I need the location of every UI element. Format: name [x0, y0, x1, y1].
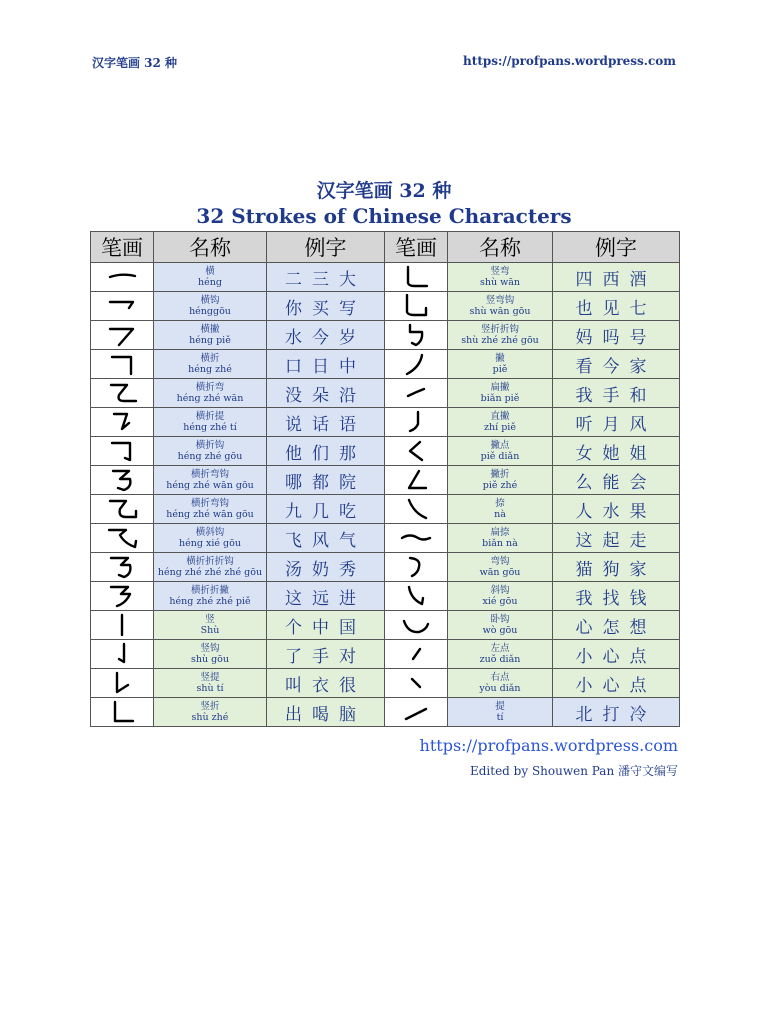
stroke-name-cell: [154, 640, 267, 669]
stroke-name-pinyin: héng piě: [189, 335, 231, 346]
ti-stroke-icon: [396, 700, 436, 724]
heng-zhe-stroke-icon: [102, 352, 142, 376]
stroke-name-chinese: 竖钩: [200, 643, 220, 654]
stroke-name-chinese: 横折折折钩: [186, 556, 234, 567]
stroke-name-chinese: 横折弯钩: [190, 498, 229, 509]
page-title-chinese: 汉字笔画 32 种: [316, 180, 452, 202]
heng-zhe-zhe-pie-stroke-icon: [102, 584, 142, 608]
stroke-shape-cell: [91, 611, 154, 640]
stroke-shape-cell: [91, 321, 154, 350]
example-characters-cell: 这远进: [267, 582, 385, 611]
stroke-name-chinese: 横折钩: [195, 440, 225, 451]
stroke-shape-cell: [91, 524, 154, 553]
col-header-stroke: 笔画: [91, 232, 154, 263]
stroke-name-pinyin: yòu diǎn: [479, 683, 521, 694]
stroke-name-cell: [448, 524, 553, 553]
table-row: [91, 582, 680, 611]
example-characters-cell: 我手和: [553, 379, 680, 408]
stroke-name-cell: [154, 379, 267, 408]
page-title-english: 32 Strokes of Chinese Characters: [196, 204, 572, 228]
example-characters-cell: 汤奶秀: [267, 553, 385, 582]
stroke-name-pinyin: shù tí: [196, 683, 224, 694]
stroke-name-pinyin: héng zhé zhé zhé gōu: [157, 567, 263, 578]
pie-zhe-stroke-icon: [396, 468, 436, 492]
table-row: [91, 263, 680, 292]
stroke-name-pinyin: zhí piě: [484, 422, 516, 433]
stroke-name-pinyin: héng zhé gōu: [177, 451, 243, 462]
stroke-name-cell: [448, 640, 553, 669]
stroke-name-pinyin: shù wān gōu: [469, 306, 531, 317]
table-row: [91, 408, 680, 437]
stroke-shape-cell: [91, 582, 154, 611]
heng-zhe-wan-stroke-icon: [102, 381, 142, 405]
stroke-shape-cell: [91, 292, 154, 321]
stroke-name-pinyin: héng xié gōu: [179, 538, 241, 549]
heng-zhe-wan-gou-stroke-icon: [102, 468, 142, 492]
stroke-name-chinese: 横: [205, 266, 215, 277]
bian-pie-stroke-icon: [396, 381, 436, 405]
stroke-name-pinyin: biǎn piě: [480, 393, 520, 404]
stroke-name-chinese: 撇: [495, 353, 505, 364]
header-title: 汉字笔画 32 种: [92, 56, 178, 70]
stroke-name-cell: [448, 321, 553, 350]
stroke-shape-cell: [385, 263, 448, 292]
example-characters-cell: 看今家: [553, 350, 680, 379]
stroke-name-cell: [448, 582, 553, 611]
table-row: [91, 350, 680, 379]
stroke-shape-cell: [91, 495, 154, 524]
example-characters-cell: 小心点: [553, 640, 680, 669]
stroke-name-cell: [154, 582, 267, 611]
stroke-name-chinese: 竖弯: [490, 266, 510, 277]
stroke-name-pinyin: biǎn nà: [482, 538, 518, 549]
stroke-name-cell: [154, 495, 267, 524]
example-characters-cell: 四西酒: [553, 263, 680, 292]
table-row: [91, 292, 680, 321]
stroke-name-chinese: 横折弯: [195, 382, 225, 393]
example-characters-cell: 口日中: [267, 350, 385, 379]
edited-by: Edited by Shouwen Pan 潘守文编写: [469, 764, 678, 778]
example-characters-cell: 听月风: [553, 408, 680, 437]
table-row: [91, 698, 680, 727]
table-row: [91, 611, 680, 640]
you-dian-stroke-icon: [396, 671, 436, 695]
stroke-shape-cell: [385, 524, 448, 553]
stroke-name-cell: [448, 698, 553, 727]
zuo-dian-stroke-icon: [396, 642, 436, 666]
wo-gou-stroke-icon: [396, 613, 436, 637]
stroke-name-cell: [448, 408, 553, 437]
stroke-shape-cell: [385, 669, 448, 698]
stroke-shape-cell: [91, 437, 154, 466]
example-characters-cell: 飞风气: [267, 524, 385, 553]
example-characters-cell: 二三大: [267, 263, 385, 292]
example-characters-cell: 哪都院: [267, 466, 385, 495]
stroke-name-pinyin: piě zhé: [482, 480, 518, 491]
stroke-name-pinyin: héng zhé wān gōu: [166, 480, 254, 491]
stroke-name-cell: [448, 350, 553, 379]
wan-gou-stroke-icon: [396, 555, 436, 579]
col-header-name-2: 名称: [448, 232, 553, 263]
header-url[interactable]: https://profpans.wordpress.com: [463, 54, 676, 68]
stroke-name-chinese: 扁捺: [490, 527, 510, 538]
stroke-name-pinyin: nà: [494, 509, 506, 520]
zhi-pie-stroke-icon: [396, 410, 436, 434]
example-characters-cell: 了手对: [267, 640, 385, 669]
stroke-name-cell: [448, 495, 553, 524]
example-characters-cell: 出喝脑: [267, 698, 385, 727]
stroke-shape-cell: [91, 669, 154, 698]
stroke-name-chinese: 提: [495, 701, 505, 712]
stroke-shape-cell: [91, 350, 154, 379]
stroke-name-pinyin: shù gōu: [190, 654, 230, 665]
example-characters-cell: 么能会: [553, 466, 680, 495]
stroke-name-chinese: 斜钩: [490, 585, 510, 596]
stroke-name-cell: [154, 466, 267, 495]
example-characters-cell: 我找钱: [553, 582, 680, 611]
stroke-name-pinyin: zuǒ diǎn: [479, 654, 521, 665]
stroke-name-chinese: 直撇: [490, 411, 510, 422]
stroke-name-cell: [154, 408, 267, 437]
stroke-name-cell: [448, 292, 553, 321]
stroke-name-pinyin: héng zhé: [188, 364, 232, 375]
stroke-shape-cell: [385, 321, 448, 350]
stroke-name-chinese: 捺: [495, 498, 505, 509]
stroke-name-cell: [448, 466, 553, 495]
stroke-name-pinyin: shù zhé zhé gōu: [461, 335, 539, 346]
bian-na-stroke-icon: [396, 526, 436, 550]
stroke-name-pinyin: héng zhé zhé piě: [169, 596, 251, 607]
stroke-shape-cell: [91, 466, 154, 495]
stroke-name-cell: [154, 669, 267, 698]
shu-gou-stroke-icon: [102, 642, 142, 666]
stroke-shape-cell: [385, 640, 448, 669]
example-characters-cell: 叫衣很: [267, 669, 385, 698]
stroke-name-cell: [154, 698, 267, 727]
heng-xie-gou-stroke-icon: [102, 526, 142, 550]
stroke-name-pinyin: héng zhé wān gōu: [166, 509, 254, 520]
stroke-name-chinese: 竖弯钩: [485, 295, 515, 306]
heng-zhe-ti-stroke-icon: [102, 410, 142, 434]
stroke-name-chinese: 扁撇: [490, 382, 510, 393]
stroke-name-chinese: 撇点: [490, 440, 510, 451]
heng-zhe-gou-stroke-icon: [102, 439, 142, 463]
stroke-name-pinyin: shù zhé: [191, 712, 229, 723]
table-row: [91, 640, 680, 669]
stroke-shape-cell: [385, 379, 448, 408]
stroke-name-pinyin: héng zhé wān: [176, 393, 244, 404]
stroke-name-chinese: 横撇: [200, 324, 220, 335]
stroke-name-cell: [448, 437, 553, 466]
stroke-name-cell: [154, 437, 267, 466]
stroke-name-cell: [154, 611, 267, 640]
example-characters-cell: 说话语: [267, 408, 385, 437]
stroke-name-chinese: 竖提: [200, 672, 220, 683]
example-characters-cell: 女她姐: [553, 437, 680, 466]
stroke-shape-cell: [385, 582, 448, 611]
stroke-shape-cell: [385, 495, 448, 524]
example-characters-cell: 妈吗号: [553, 321, 680, 350]
table-row: [91, 524, 680, 553]
stroke-name-chinese: 竖: [205, 614, 215, 625]
stroke-shape-cell: [91, 553, 154, 582]
example-characters-cell: 这起走: [553, 524, 680, 553]
stroke-shape-cell: [385, 466, 448, 495]
stroke-name-chinese: 横折: [200, 353, 220, 364]
example-characters-cell: 个中国: [267, 611, 385, 640]
heng-gou-stroke-icon: [102, 294, 142, 318]
stroke-name-pinyin: piě diǎn: [480, 451, 520, 462]
table-row: [91, 553, 680, 582]
col-header-stroke-2: 笔画: [385, 232, 448, 263]
shu-wan-gou-stroke-icon: [396, 294, 436, 318]
example-characters-cell: 北打冷: [553, 698, 680, 727]
col-header-examples: 例字: [267, 232, 385, 263]
example-characters-cell: 人水果: [553, 495, 680, 524]
stroke-name-chinese: 横钩: [200, 295, 220, 306]
table-row: [91, 379, 680, 408]
heng-zhe-zhe-zhe-gou-stroke-icon: [102, 555, 142, 579]
shu-ti-stroke-icon: [102, 671, 142, 695]
col-header-examples-2: 例字: [553, 232, 680, 263]
na-stroke-icon: [396, 497, 436, 521]
table-row: [91, 437, 680, 466]
stroke-name-cell: [154, 553, 267, 582]
stroke-shape-cell: [385, 611, 448, 640]
stroke-name-pinyin: Shù: [200, 625, 220, 636]
col-header-name: 名称: [154, 232, 267, 263]
stroke-shape-cell: [91, 408, 154, 437]
shu-zhe-zhe-gou-stroke-icon: [396, 323, 436, 347]
stroke-name-chinese: 横折弯钩: [190, 469, 229, 480]
stroke-shape-cell: [91, 698, 154, 727]
stroke-shape-cell: [385, 408, 448, 437]
stroke-shape-cell: [385, 437, 448, 466]
table-row: [91, 466, 680, 495]
stroke-name-chinese: 卧钩: [490, 614, 510, 625]
example-characters-cell: 心怎想: [553, 611, 680, 640]
example-characters-cell: 你买写: [267, 292, 385, 321]
stroke-name-chinese: 横斜钩: [195, 527, 225, 538]
example-characters-cell: 也见七: [553, 292, 680, 321]
example-characters-cell: 没朵沿: [267, 379, 385, 408]
example-characters-cell: 猫狗家: [553, 553, 680, 582]
stroke-shape-cell: [385, 553, 448, 582]
heng-stroke-icon: [102, 265, 142, 289]
stroke-name-cell: [154, 263, 267, 292]
table-row: [91, 669, 680, 698]
shu-stroke-icon: [102, 613, 142, 637]
stroke-name-pinyin: xié gōu: [482, 596, 518, 607]
site-link[interactable]: https://profpans.wordpress.com: [419, 736, 678, 755]
stroke-name-pinyin: wò gōu: [482, 625, 518, 636]
stroke-name-chinese: 横折提: [195, 411, 225, 422]
heng-pie-stroke-icon: [102, 323, 142, 347]
stroke-name-chinese: 左点: [490, 643, 510, 654]
table-row: [91, 495, 680, 524]
stroke-name-cell: [154, 524, 267, 553]
stroke-name-cell: [448, 669, 553, 698]
example-characters-cell: 水今岁: [267, 321, 385, 350]
shu-zhe-stroke-icon: [102, 700, 142, 724]
example-characters-cell: 小心点: [553, 669, 680, 698]
xie-gou-stroke-icon: [396, 584, 436, 608]
shu-wan-stroke-icon: [396, 265, 436, 289]
table-header-row: [91, 232, 680, 263]
stroke-name-chinese: 右点: [490, 672, 510, 683]
stroke-name-cell: [154, 321, 267, 350]
stroke-name-pinyin: piě: [492, 364, 508, 375]
stroke-name-pinyin: héng: [198, 277, 222, 288]
example-characters-cell: 九几吃: [267, 495, 385, 524]
stroke-name-chinese: 撇折: [490, 469, 510, 480]
stroke-shape-cell: [91, 640, 154, 669]
stroke-name-cell: [448, 553, 553, 582]
stroke-name-cell: [154, 292, 267, 321]
stroke-name-chinese: 竖折折钩: [480, 324, 519, 335]
stroke-shape-cell: [385, 698, 448, 727]
heng-zhe-wan-gou-2-stroke-icon: [102, 497, 142, 521]
stroke-name-cell: [448, 611, 553, 640]
pie-stroke-icon: [396, 352, 436, 376]
stroke-shape-cell: [91, 263, 154, 292]
example-characters-cell: 他们那: [267, 437, 385, 466]
stroke-name-pinyin: tí: [496, 712, 504, 723]
stroke-name-cell: [154, 350, 267, 379]
pie-dian-stroke-icon: [396, 439, 436, 463]
stroke-name-pinyin: wān gōu: [479, 567, 521, 578]
table-row: [91, 321, 680, 350]
stroke-shape-cell: [385, 350, 448, 379]
stroke-name-pinyin: shù wān: [479, 277, 521, 288]
stroke-name-chinese: 竖折: [200, 701, 220, 712]
stroke-shape-cell: [385, 292, 448, 321]
strokes-table: [90, 231, 680, 727]
stroke-name-cell: [448, 263, 553, 292]
stroke-name-cell: [448, 379, 553, 408]
stroke-name-pinyin: héng zhé tí: [183, 422, 237, 433]
stroke-name-pinyin: hénggōu: [189, 306, 231, 317]
stroke-shape-cell: [91, 379, 154, 408]
stroke-name-chinese: 横折折撇: [190, 585, 229, 596]
stroke-name-chinese: 弯钩: [490, 556, 510, 567]
